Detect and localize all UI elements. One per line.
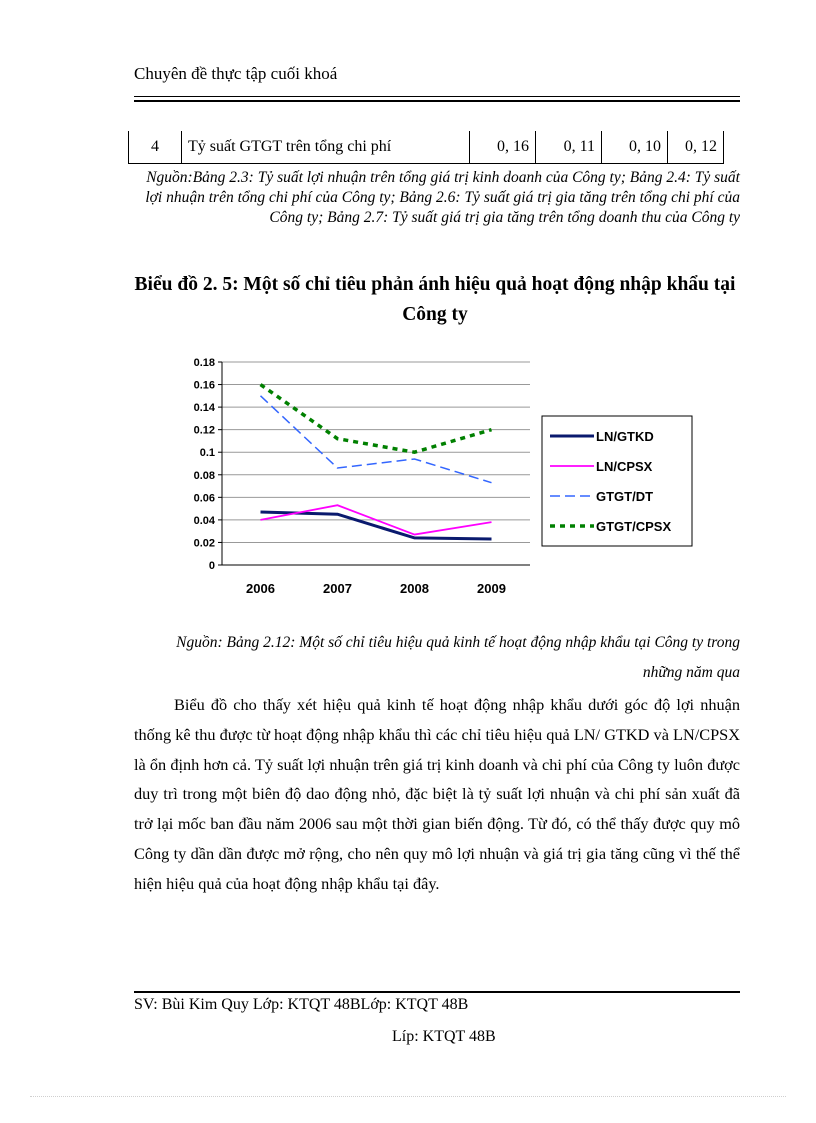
legend-label: LN/CPSX <box>596 459 653 474</box>
line-chart <box>180 350 700 610</box>
series-line-gtgt-cpsx <box>261 385 492 453</box>
source-note: Nguồn:Bảng 2.3: Tỷ suất lợi nhuận trên tổng giá trị kinh doanh của Công ty; Bảng 2.4: Tỷ suất lợi nhuận trên tổng chi phí của Công ty; Bảng 2.6: Tỷ suất giá trị gia tăng trên tổng chi phí của Công ty; Bảng 2.7: Tỷ suất giá trị gia tăng trên tổng doanh thu của Công ty <box>145 169 740 226</box>
chart-source-note: Nguồn: Bảng 2.12: Một số chỉ tiêu hiệu quả kinh tế hoạt động nhập khẩu tại Công ty trong những năm qua <box>176 634 740 681</box>
footer-rule <box>134 991 740 993</box>
header-rule <box>134 96 740 97</box>
footer-class-info: Líp: KTQT 48B <box>392 1028 496 1045</box>
chart-grid <box>222 362 530 542</box>
row-label: Tỷ suất GTGT trên tổng chi phí <box>182 131 470 164</box>
chart-axes <box>194 357 530 596</box>
table-row <box>129 131 724 164</box>
page-header-title: Chuyên đề thực tập cuối khoá <box>134 64 338 83</box>
legend-label: LN/GTKD <box>596 429 654 444</box>
y-tick-label: 0 <box>208 560 215 572</box>
x-tick-label: 2006 <box>246 581 275 596</box>
x-tick-label: 2009 <box>477 581 506 596</box>
summary-table <box>128 131 724 164</box>
x-tick-label: 2008 <box>400 581 429 596</box>
y-tick-label: 0.02 <box>193 537 215 550</box>
y-tick-label: 0.04 <box>193 514 215 527</box>
row-value-2006: 0, 16 <box>470 131 536 164</box>
x-tick-label: 2007 <box>323 581 352 596</box>
chart-series <box>261 385 492 540</box>
chart-title: Biểu đồ 2. 5: Một số chỉ tiêu phản ánh hiệu quả hoạt động nhập khẩu tại Công ty <box>134 274 736 325</box>
y-tick-label: 0.18 <box>193 357 215 369</box>
header-rule-thick <box>134 100 740 102</box>
legend-label: GTGT/DT <box>596 489 654 504</box>
y-tick-label: 0.08 <box>193 469 215 482</box>
y-tick-label: 0.06 <box>193 492 215 505</box>
row-index: 4 <box>129 131 182 164</box>
chart-legend <box>542 416 692 546</box>
legend-label: GTGT/CPSX <box>596 519 672 534</box>
footer-student-info: SV: Bùi Kim Quy Lớp: KTQT 48BLớp: KTQT 48B <box>134 996 469 1013</box>
series-line-ln-gtkd <box>261 512 492 539</box>
row-value-2008: 0, 10 <box>602 131 668 164</box>
row-value-2007: 0, 11 <box>536 131 602 164</box>
row-value-2009: 0, 12 <box>668 131 724 164</box>
y-tick-label: 0.12 <box>193 424 215 437</box>
page-edge <box>30 1096 786 1097</box>
y-tick-label: 0.16 <box>193 379 215 392</box>
body-paragraph: Biểu đồ cho thấy xét hiệu quả kinh tế hoạt động nhập khẩu dưới góc độ lợi nhuận thống kê thu được từ hoạt động nhập khẩu thì các chỉ tiêu hiệu quả LN/ GTKD và LN/CPSX là ổn định hơn cả. Tỷ suất lợi nhuận trên giá trị kinh doanh và chi phí của Công ty luôn được duy trì trong một biên độ dao động nhỏ, đặc biệt là tỷ suất lợi nhuận và chi phí sản xuất đã trở lại mốc ban đầu năm 2006 sau một thời gian biến động. Từ đó, có thể thấy được quy mô Công ty dần dần được mở rộng, cho nên quy mô lợi nhuận và giá trị gia tăng cũng vì thế thể hiện hiệu quả của hoạt động nhập khẩu tại đây. <box>134 695 740 893</box>
y-tick-label: 0.14 <box>193 402 215 415</box>
y-tick-label: 0.1 <box>199 447 215 460</box>
